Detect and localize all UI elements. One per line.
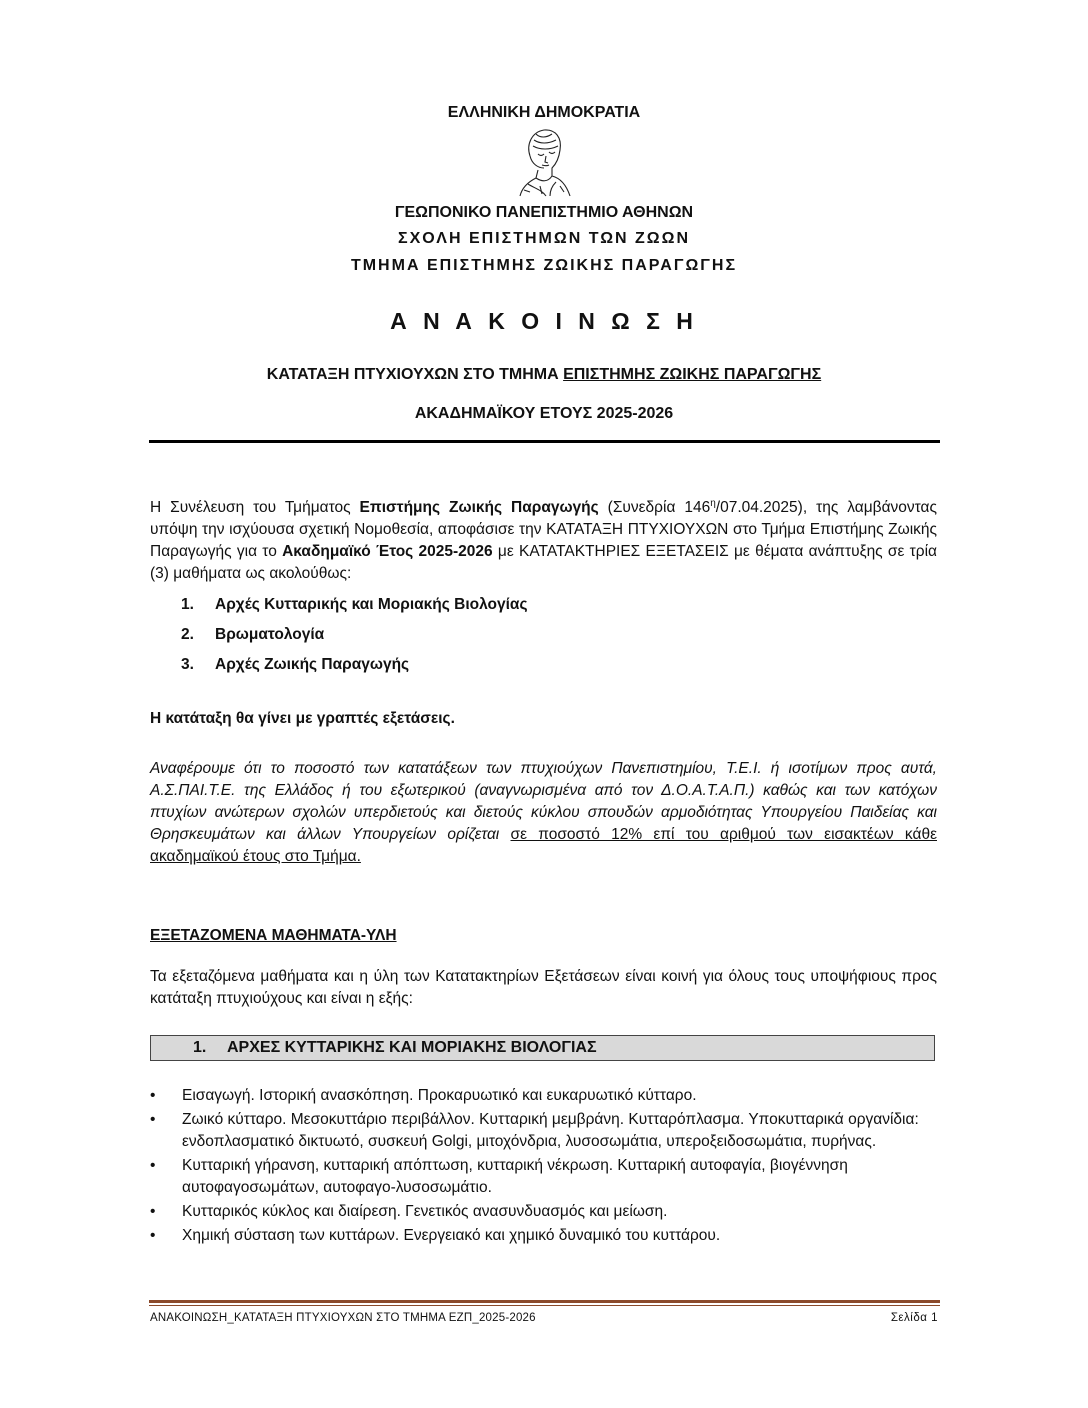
- percentage-highlight: σε ποσοστό 12% επί του αριθμού των εισακτέων κάθε ακαδημαϊκού έτους στο Τμήμα.: [150, 826, 937, 865]
- list-number: 2.: [181, 626, 194, 643]
- bullet-icon: •: [150, 1203, 156, 1220]
- subject-number: 1.: [193, 1039, 207, 1056]
- intro-text-3: /07.04.2025), της λαμβάνοντας υπόψη την ισχύουσα σχετική Νομοθεσία, αποφάσισε την ΚΑΤΑΤΑΞΗ ΠΤΥΧΙΟΥΧΩΝ στο Τμήμα Επιστήμης Ζωικής Παραγωγής για το: [150, 499, 937, 561]
- bullet-icon: •: [150, 1157, 156, 1174]
- subject-title-box: [150, 1035, 935, 1061]
- intro-text-2: (Συνεδρία 146: [598, 499, 711, 517]
- percentage-text: Αναφέρουμε ότι το ποσοστό των κατατάξεων των πτυχιούχων Πανεπιστημίου, Τ.Ε.Ι. ή ισοτίμων προς αυτά, Α.Σ.ΠΑΙ.Τ.Ε. της Ελλάδος ή του εξωτερικού (αναγνωρισμένα από τον Δ.Ο.Α.Τ.Α.Π.) καθώς και των κατόχων πτυχίων ανώτερων σχολών υπερδιετούς και διετούς κύκλου σπουδών αρμοδιότητας Υπουργείου Παιδείας και Θρησκευμάτων και άλλων Υπουργείων ορίζεται: [150, 760, 937, 843]
- university-name: ΓΕΩΠΟΝΙΚΟ ΠΑΝΕΠΙΣΤΗΜΙΟ ΑΘΗΝΩΝ: [394, 204, 694, 221]
- department-name: ΤΜΗΜΑ ΕΠΙΣΤΗΜΗΣ ΖΩΙΚΗΣ ΠΑΡΑΓΩΓΗΣ: [350, 257, 738, 274]
- republic-heading: ΕΛΛΗΝΙΚΗ ΔΗΜΟΚΡΑΤΙΑ: [447, 104, 641, 121]
- topics-list: [150, 1085, 937, 1249]
- announcement-title: Α Ν Α Κ Ο Ι Ν Ω Σ Η: [390, 308, 698, 334]
- footer-divider-thin: [149, 1305, 940, 1306]
- footer-page-number: Σελίδα 1: [890, 1312, 938, 1324]
- list-item: [181, 654, 528, 684]
- intro-text-1: Η Συνέλευση του Τμήματος: [150, 499, 360, 517]
- list-number: 1.: [181, 596, 194, 613]
- bullet-icon: •: [150, 1087, 156, 1104]
- subject-title: ΑΡΧΕΣ ΚΥΤΤΑΡΙΚΗΣ ΚΑΙ ΜΟΡΙΑΚΗΣ ΒΙΟΛΟΓΙΑΣ: [227, 1039, 597, 1056]
- bullet-icon: •: [150, 1227, 156, 1244]
- bullet-icon: •: [150, 1111, 156, 1128]
- intro-department: Επιστήμης Ζωικής Παραγωγής: [359, 499, 599, 517]
- topic-text: Χημική σύσταση των κυττάρων. Ενεργειακό και χημικό δυναμικό του κυττάρου.: [182, 1227, 721, 1244]
- exam-subjects-list: [181, 594, 528, 684]
- athena-head-icon: [516, 126, 572, 198]
- header-divider: [149, 440, 940, 443]
- school-name: ΣΧΟΛΗ ΕΠΙΣΤΗΜΩΝ ΤΩΝ ΖΩΩΝ: [397, 230, 690, 247]
- section-intro: Τα εξεταζόμενα μαθήματα και η ύλη των Κατατακτηρίων Εξετάσεων είναι κοινή για όλους τους υποψήφιους προς κατάταξη πτυχιούχους και είναι η εξής:: [150, 968, 937, 1007]
- list-item: [150, 1155, 937, 1199]
- list-item: [150, 1109, 937, 1153]
- list-item: [181, 624, 528, 654]
- section-heading: ΕΞΕΤΑΖΟΜΕΝΑ ΜΑΘΗΜΑΤΑ-ΥΛΗ: [150, 927, 397, 944]
- topic-text: Κυτταρικός κύκλος και διαίρεση. Γενετικός ανασυνδυασμός και μείωση.: [182, 1203, 668, 1220]
- topic-text: Ζωικό κύτταρο. Μεσοκυττάριο περιβάλλον. Κυτταρική μεμβράνη. Κυτταρόπλασμα. Υποκυτταρικά οργανίδια: ενδοπλασματικό δικτυωτό, συσκευή Golgi, μιτοχόνδρια, λυσοσωμάτια, υπεροξειδοσωμάτια, πυρήνας.: [182, 1111, 919, 1150]
- subtitle-text: ΚΑΤΑΤΑΞΗ ΠΤΥΧΙΟΥΧΩΝ ΣΤΟ ΤΜΗΜΑ: [266, 366, 564, 383]
- intro-paragraph: [150, 493, 937, 585]
- footer-divider-thick: [149, 1300, 940, 1303]
- list-item: [181, 594, 528, 624]
- footer-document-name: ΑΝΑΚΟΙΝΩΣΗ_ΚΑΤΑΤΑΞΗ ΠΤΥΧΙΟΥΧΩΝ ΣΤΟ ΤΜΗΜΑ ΕΖΠ_2025-2026: [150, 1312, 536, 1324]
- percentage-paragraph: [150, 758, 937, 868]
- list-item: [150, 1225, 937, 1247]
- topic-text: Εισαγωγή. Ιστορική ανασκόπηση. Προκαρυωτικό και ευκαρυωτικό κύτταρο.: [182, 1087, 697, 1104]
- list-label: Βρωματολογία: [215, 626, 325, 643]
- list-number: 3.: [181, 656, 194, 673]
- announcement-subtitle: [0, 366, 1088, 384]
- list-item: [150, 1085, 937, 1107]
- intro-superscript: η: [710, 498, 716, 509]
- subtitle-department: ΕΠΙΣΤΗΜΗΣ ΖΩΙΚΗΣ ΠΑΡΑΓΩΓΗΣ: [563, 366, 822, 383]
- topic-text: Κυτταρική γήρανση, κυτταρική απόπτωση, κυτταρική νέκρωση. Κυτταρική αυτοφαγία, βιογέννηση αυτοφαγοσωμάτων, αυτοφαγο-λυσοσωμάτιο.: [182, 1157, 848, 1196]
- academic-year: ΑΚΑΔΗΜΑΪΚΟΥ ΕΤΟΥΣ 2025-2026: [414, 405, 674, 422]
- intro-academic-year: Ακαδημαϊκό Έτος 2025-2026: [282, 543, 493, 561]
- list-label: Αρχές Κυτταρικής και Μοριακής Βιολογίας: [215, 596, 528, 613]
- list-item: [150, 1201, 937, 1223]
- intro-text-4: με ΚΑΤΑΤΑΚΤΗΡΙΕΣ ΕΞΕΤΑΣΕΙΣ με θέματα ανάπτυξης σε τρία (3) μαθήματα ως ακολούθως:: [150, 543, 938, 583]
- list-label: Αρχές Ζωικής Παραγωγής: [215, 656, 410, 673]
- written-exams-note: Η κατάταξη θα γίνει με γραπτές εξετάσεις.: [150, 710, 455, 727]
